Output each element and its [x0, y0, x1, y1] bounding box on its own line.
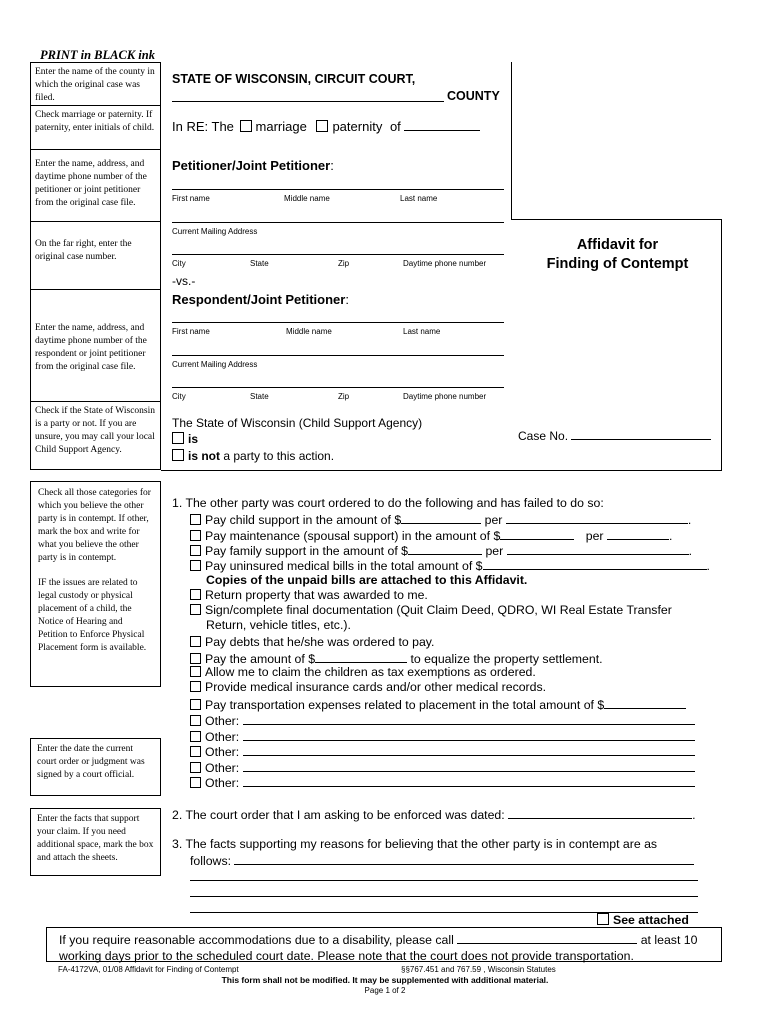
- facts-field-3[interactable]: [190, 896, 698, 897]
- family-support-per: per: [485, 544, 504, 558]
- other-checkbox-4[interactable]: [190, 762, 201, 773]
- state-party-suffix: a party to this action.: [220, 449, 335, 463]
- petitioner-heading-colon: :: [330, 158, 334, 173]
- other-checkbox-3[interactable]: [190, 746, 201, 757]
- medical-amount-field[interactable]: [483, 557, 707, 570]
- pay-amount-checkbox[interactable]: [190, 653, 201, 664]
- other-field-3[interactable]: [243, 743, 695, 756]
- form-title: [520, 236, 715, 274]
- pay-debts-label: Pay debts that he/she was ordered to pay.: [205, 635, 435, 649]
- final-docs-label: Sign/complete final documentation (Quit Claim Deed, QDRO, WI Real Estate Transfer: [205, 603, 672, 617]
- other-label-5: Other:: [205, 776, 240, 790]
- petitioner-name-field[interactable]: [172, 189, 504, 190]
- respondent-name-field[interactable]: [172, 322, 504, 323]
- facts-note: Enter the facts that support your claim. If you need additional space, mark the box and attach the sheets.: [30, 808, 161, 876]
- respondent-note: Enter the name, address, and daytime phone number of the respondent or joint petitioner from the original case file.: [30, 290, 161, 402]
- tax-row: [190, 665, 536, 680]
- tax-checkbox[interactable]: [190, 666, 201, 677]
- other-checkbox-2[interactable]: [190, 731, 201, 742]
- family-support-label: Pay family support in the amount of $: [205, 544, 409, 558]
- case-frame-bottom: [161, 470, 722, 471]
- section3-line1: 3. The facts supporting my reasons for believing that the other party is in contempt are as: [172, 837, 658, 851]
- accommodation-line1: [59, 931, 721, 949]
- accommodation-text: If you require reasonable accommodations due to a disability, please call: [59, 933, 454, 947]
- medical-row: Pay uninsured medical bills in the total amount of $ .: [190, 557, 710, 574]
- family-support-row: Pay family support in the amount of $ per .: [190, 542, 692, 559]
- resp-zip-label: Zip: [338, 392, 350, 401]
- form-title-line2: Finding of Contempt: [546, 256, 689, 272]
- equalize-label: to equalize the property settlement.: [410, 652, 603, 666]
- county-label: COUNTY: [447, 89, 500, 103]
- resp-address-label: Current Mailing Address: [172, 360, 258, 369]
- in-re-row: [172, 118, 480, 134]
- respondent-heading: [172, 292, 349, 307]
- other-label-1: Other:: [205, 714, 240, 728]
- family-support-checkbox[interactable]: [190, 545, 201, 556]
- other-row-5: [190, 774, 695, 791]
- case-frame-vertical: [721, 219, 722, 471]
- categories-note-text-1: Check all those categories for which you believe the other party is in contempt. If other, mark the box and write for what you believe the other party is in contempt.: [38, 488, 151, 563]
- pet-zip-label: Zip: [338, 259, 350, 268]
- respondent-heading-colon: :: [345, 292, 349, 307]
- section1-intro: 1. The other party was court ordered to do the following and has failed to do so:: [172, 496, 604, 510]
- resp-last-label: Last name: [403, 327, 441, 336]
- marriage-label: marriage: [255, 119, 307, 134]
- marriage-checkbox[interactable]: [240, 120, 252, 132]
- footer-form-id: FA-4172VA, 01/08 Affidavit for Finding of Contempt: [58, 965, 239, 974]
- resp-first-label: First name: [172, 327, 210, 336]
- phone-field[interactable]: [457, 931, 637, 944]
- at-least-label: at least 10: [640, 933, 698, 947]
- right-frame-bottom: [511, 219, 721, 220]
- categories-note: [30, 481, 161, 687]
- section3-line2: [190, 852, 694, 868]
- petitioner-heading: [172, 158, 334, 173]
- petitioner-heading-text: Petitioner/Joint Petitioner: [172, 158, 331, 173]
- county-note: Enter the name of the county in which the original case was filed.: [30, 62, 161, 106]
- medical-checkbox[interactable]: [190, 560, 201, 571]
- resp-phone-label: Daytime phone number: [403, 392, 487, 401]
- date-note: Enter the date the current court order or judgment was signed by a court official.: [30, 738, 161, 796]
- court-line: STATE OF WISCONSIN, CIRCUIT COURT,: [172, 72, 416, 86]
- section3-follows: follows:: [190, 854, 232, 868]
- pay-debts-checkbox[interactable]: [190, 636, 201, 647]
- vs-label: -vs.-: [172, 274, 196, 288]
- insurance-checkbox[interactable]: [190, 681, 201, 692]
- petitioner-note: Enter the name, address, and daytime phone number of the petitioner or joint petitioner from the original case file.: [30, 150, 161, 222]
- transport-checkbox[interactable]: [190, 699, 201, 710]
- right-frame-vertical: [511, 62, 512, 220]
- pet-state-label: State: [250, 259, 269, 268]
- section2-row: 2. The court order that I am asking to be enforced was dated: .: [172, 808, 696, 822]
- family-support-period-field[interactable]: [507, 542, 689, 555]
- accommodation-line2: working days prior to the scheduled court date. Please note that the court does not provide transportation.: [59, 948, 634, 963]
- see-attached-row: [597, 913, 689, 927]
- child-support-row: Pay child support in the amount of $ per .: [190, 511, 691, 528]
- respondent-heading-text: Respondent/Joint Petitioner: [172, 292, 346, 307]
- of-label: of: [389, 119, 401, 134]
- other-field-4[interactable]: [243, 759, 695, 772]
- pet-city-label: City: [172, 259, 186, 268]
- marriage-note: Check marriage or paternity. If paternity, enter initials of child.: [30, 106, 161, 150]
- pay-amount-label: Pay the amount of $: [205, 652, 316, 666]
- resp-middle-label: Middle name: [286, 327, 332, 336]
- resp-city-label: City: [172, 392, 186, 401]
- medical-label: Pay uninsured medical bills in the total amount of $: [205, 559, 483, 573]
- other-row-3: [190, 743, 695, 760]
- transport-row: [190, 696, 686, 713]
- respondent-city-field[interactable]: [172, 387, 504, 388]
- state-is-not-row: [172, 449, 334, 463]
- other-field-1[interactable]: [243, 712, 695, 725]
- other-checkbox-1[interactable]: [190, 715, 201, 726]
- section2-label: 2. The court order that I am asking to be enforced was dated:: [172, 808, 505, 822]
- insurance-label: Provide medical insurance cards and/or other medical records.: [205, 680, 547, 694]
- pay-debts-row: [190, 635, 434, 650]
- maintenance-label: Pay maintenance (spousal support) in the amount of $: [205, 529, 501, 543]
- child-support-label: Pay child support in the amount of $: [205, 513, 402, 527]
- petitioner-address-field[interactable]: [172, 222, 504, 223]
- footer-statutes: §§767.451 and 767.59 , Wisconsin Statutes: [401, 965, 556, 974]
- county-field[interactable]: [172, 101, 444, 102]
- paternity-checkbox[interactable]: [316, 120, 328, 132]
- transport-amount-field[interactable]: [604, 696, 686, 709]
- maintenance-amount-field[interactable]: [500, 527, 574, 540]
- transport-label: Pay transportation expenses related to placement in the total amount of $: [205, 698, 605, 712]
- other-row-1: [190, 712, 695, 729]
- child-support-amount-field[interactable]: [401, 511, 481, 524]
- maintenance-per: per: [585, 529, 604, 543]
- petitioner-city-field[interactable]: [172, 254, 504, 255]
- print-note: PRINT in BLACK ink: [40, 48, 155, 62]
- tax-label: Allow me to claim the children as tax exemptions as ordered.: [205, 665, 536, 679]
- accommodation-divider: [46, 961, 722, 962]
- child-support-checkbox[interactable]: [190, 514, 201, 525]
- state-is-label: is: [188, 432, 199, 446]
- return-property-row: [190, 588, 428, 603]
- pet-phone-label: Daytime phone number: [403, 259, 487, 268]
- in-re-label: In RE: The: [172, 119, 234, 134]
- facts-field-1[interactable]: [234, 852, 694, 865]
- see-attached-checkbox[interactable]: [597, 913, 609, 925]
- child-support-per: per: [484, 513, 503, 527]
- state-is-not-checkbox[interactable]: [172, 449, 184, 461]
- footer-page: Page 1 of 2: [364, 986, 406, 995]
- state-note: Check if the State of Wisconsin is a party or not. If you are unsure, you may call your local Child Support Agency.: [30, 402, 161, 470]
- case-note: On the far right, enter the original case number.: [30, 222, 161, 290]
- family-support-amount-field[interactable]: [408, 542, 482, 555]
- case-no-label: Case No.: [518, 429, 569, 443]
- case-no-row: [518, 427, 711, 443]
- case-no-field[interactable]: [571, 427, 711, 440]
- child-support-period-field[interactable]: [506, 511, 688, 524]
- categories-note-text-2: IF the issues are related to legal custody or physical placement of a child, the Notice of Hearing and Petition to Enforce Physical Placement form is available.: [38, 578, 147, 653]
- pet-last-label: Last name: [400, 194, 438, 203]
- state-is-not-label: is not: [188, 449, 220, 463]
- insurance-row: [190, 680, 546, 695]
- facts-field-2[interactable]: [190, 880, 698, 881]
- pet-middle-label: Middle name: [284, 194, 330, 203]
- final-docs-row: [190, 603, 672, 618]
- state-is-checkbox[interactable]: [172, 432, 184, 444]
- pet-address-label: Current Mailing Address: [172, 227, 258, 236]
- other-field-2[interactable]: [243, 728, 695, 741]
- other-checkbox-5[interactable]: [190, 777, 201, 788]
- other-field-5[interactable]: [243, 774, 695, 787]
- see-attached-label: See attached: [613, 913, 689, 927]
- maintenance-checkbox[interactable]: [190, 530, 201, 541]
- paternity-label: paternity: [332, 119, 383, 134]
- state-is-row: [172, 432, 198, 446]
- order-date-field[interactable]: [508, 806, 692, 819]
- other-label-2: Other:: [205, 730, 240, 744]
- return-property-checkbox[interactable]: [190, 589, 201, 600]
- copies-note: Copies of the unpaid bills are attached to this Affidavit.: [206, 573, 528, 587]
- accommodation-box: [46, 927, 722, 961]
- child-initials-field[interactable]: [404, 118, 480, 131]
- pay-amount-field[interactable]: [315, 650, 407, 663]
- final-docs-checkbox[interactable]: [190, 604, 201, 615]
- pet-first-label: First name: [172, 194, 210, 203]
- resp-state-label: State: [250, 392, 269, 401]
- return-property-label: Return property that was awarded to me.: [205, 588, 428, 602]
- footer-notice: This form shall not be modified. It may be supplemented with additional material.: [221, 975, 549, 985]
- maintenance-row: Pay maintenance (spousal support) in the amount of $ per .: [190, 527, 672, 544]
- final-docs-continued: Return, vehicle titles, etc.).: [206, 618, 351, 632]
- maintenance-period-field[interactable]: [607, 527, 669, 540]
- state-party-intro: The State of Wisconsin (Child Support Agency): [172, 416, 423, 430]
- other-label-4: Other:: [205, 761, 240, 775]
- form-title-line1: Affidavit for: [576, 237, 659, 253]
- other-label-3: Other:: [205, 745, 240, 759]
- respondent-address-field[interactable]: [172, 355, 504, 356]
